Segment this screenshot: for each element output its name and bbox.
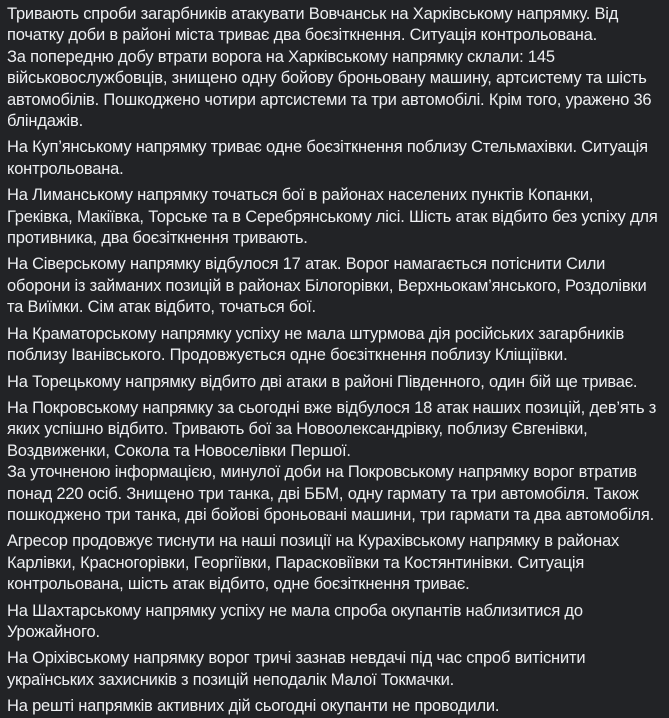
report-paragraph-kharkiv: Тривають спроби загарбників атакувати Вовчанськ на Харківському напрямку. Від початку доби в районі міста триває два боєзіткнення. Ситуація контрольована. [7, 5, 619, 45]
report-paragraph-kupiansk: На Куп’янському напрямку триває одне боєзіткнення поблизу Стельмахівки. Ситуація контрольована. [7, 138, 648, 178]
report-paragraph-pokrovsk: На Покровському напрямку за сьогодні вже відбулося 18 атак наших позицій, дев’ять з яких успішно відбито. Тривають бої за Новоолександрівку, поблизу Євгенівки, Воздвиженки, Сокола та Новоселівки Першої. [7, 398, 657, 460]
report-paragraph-lyman: На Лиманському напрямку точаться бої в районах населених пунктів Копанки, Греківка, Макіївка, Торське та в Серебрянському лісі. Шість атак відбито без успіху для противника, два боєзіткнення тривають. [7, 186, 658, 248]
report-paragraph-toretsk: На Торецькому напрямку відбито дві атаки в районі Південного, один бій ще триває. [7, 372, 638, 391]
report-paragraph-orikhiv: На Оріхівському напрямку ворог тричі зазнав невдачі під час спроб витіснити українських захисників з позицій неподалік Малої Токмачки. [7, 649, 586, 689]
report-paragraph-kurakhove: Агресор продовжує тиснути на наші позиції на Курахівському напрямку в районах Карлівки, Красногорівки, Георгіївки, Парасковіївки та Костянтинівки. Ситуація контрольована, шість атак відбито, одне боєзіткнення триває. [7, 532, 620, 594]
report-paragraph-kramatorsk: На Краматорському напрямку успіху не мала штурмова дія російських загарбників поблизу Іванівського. Продовжується одне боєзіткнення поблизу Кліщіївки. [7, 324, 625, 365]
report-paragraph-shakhtarsk: На Шахтарському напрямку успіху не мала спроба окупантів наблизитися до Урожайного. [7, 601, 583, 641]
report-paragraph-pokrovsk-losses: За уточненою інформацією, минулої доби на Покровському напрямку ворог втратив понад 220 осіб. Знищено три танка, дві ББМ, одну гармату та три автомобіля. Також пошкоджено три танка, дві бойові броньовані машини, три гармати та два автомобіля. [7, 463, 655, 524]
report-paragraph-siversk: На Сіверському напрямку відбулося 17 атак. Ворог намагається потіснити Сили оборони із займаних позицій в районах Білогорівки, Верхньокам’янського, Роздолівки та Виїмки. Сім атак відбито, точаться бої. [7, 255, 647, 317]
report-paragraph-other-directions: На решті напрямків активних дій сьогодні окупанти не проводили. [7, 697, 500, 716]
report-paragraph-kharkiv-losses: За попередню добу втрати ворога на Харківському напрямку склали: 145 військовослужбовців, знищено одну бойову броньовану машину, артсистему та шість автомобілів. Пошкоджено чотири артсистеми та три автомобілі. Крім того, уражено 36 бліндажів. [7, 47, 652, 131]
